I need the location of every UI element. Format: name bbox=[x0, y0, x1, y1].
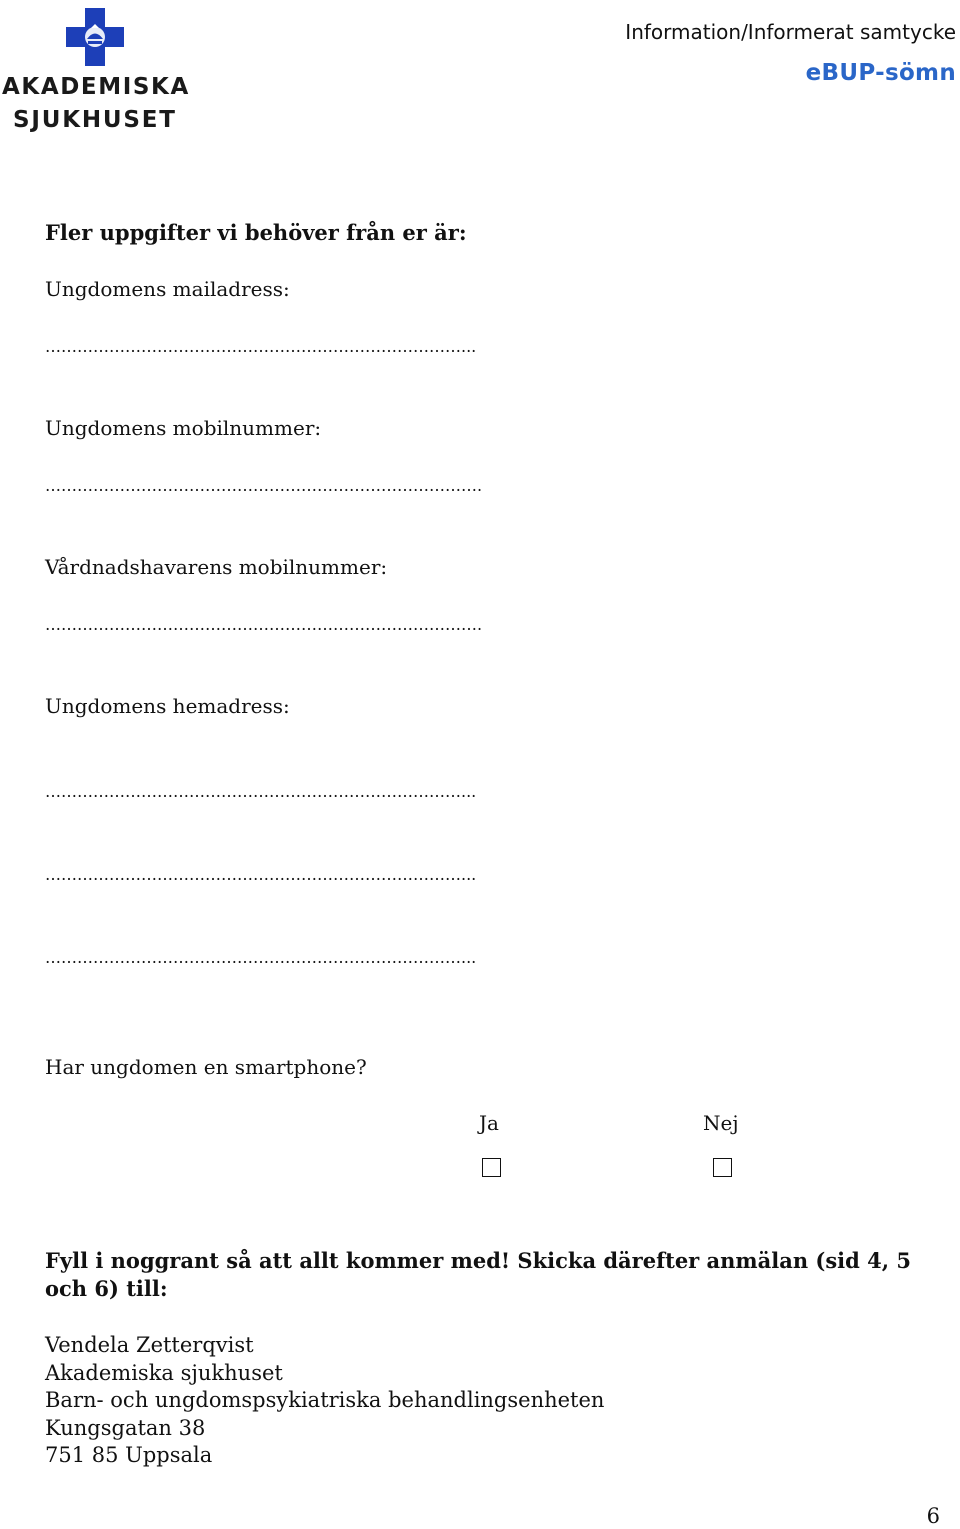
home-address-line2[interactable]: ……………………………………………………………………... bbox=[45, 865, 477, 884]
address-line: Barn- och ungdomspsykiatriska behandlingsenheten bbox=[45, 1388, 605, 1413]
address-line: Vendela Zetterqvist bbox=[45, 1333, 254, 1357]
checkbox-ja[interactable] bbox=[482, 1158, 501, 1177]
form-heading: Fler uppgifter vi behöver från er är: bbox=[45, 220, 467, 245]
project-name: eBUP-sömn bbox=[805, 60, 956, 86]
option-ja-label: Ja bbox=[479, 1111, 499, 1135]
youth-mobile-field[interactable]: ………………………………………………………………………. bbox=[45, 476, 483, 495]
guardian-mobile-label: Vårdnadshavarens mobilnummer: bbox=[45, 555, 388, 579]
address-line: Akademiska sjukhuset bbox=[45, 1360, 283, 1385]
home-address-label: Ungdomens hemadress: bbox=[45, 694, 290, 718]
checkbox-nej[interactable] bbox=[713, 1158, 732, 1177]
page-number: 6 bbox=[926, 1504, 940, 1528]
home-address-line1[interactable]: ……………………………………………………………………... bbox=[45, 782, 477, 801]
cross-emblem-icon bbox=[66, 8, 124, 66]
home-address-line3[interactable]: ……………………………………………………………………... bbox=[45, 948, 477, 967]
mailing-address bbox=[45, 1332, 604, 1470]
address-line: Kungsgatan 38 bbox=[45, 1415, 206, 1440]
instructions-notice: Fyll i noggrant så att allt kommer med! Skicka därefter anmälan (sid 4, 5 och 6) till: bbox=[45, 1248, 911, 1301]
email-field[interactable]: ……………………………………………………………………... bbox=[45, 337, 477, 356]
option-nej-label: Nej bbox=[703, 1111, 739, 1135]
hospital-logo bbox=[0, 4, 200, 134]
youth-mobile-label: Ungdomens mobilnummer: bbox=[45, 416, 322, 440]
guardian-mobile-field[interactable]: ………………………………………………………………………. bbox=[45, 615, 483, 634]
logo-text-line2: SJUKHUSET bbox=[13, 107, 177, 133]
smartphone-question: Har ungdomen en smartphone? bbox=[45, 1055, 367, 1079]
email-label: Ungdomens mailadress: bbox=[45, 277, 290, 301]
logo-text-line1: AKADEMISKA bbox=[2, 74, 190, 100]
document-title: Information/Informerat samtycke bbox=[625, 20, 956, 44]
address-line: 751 85 Uppsala bbox=[45, 1443, 213, 1468]
